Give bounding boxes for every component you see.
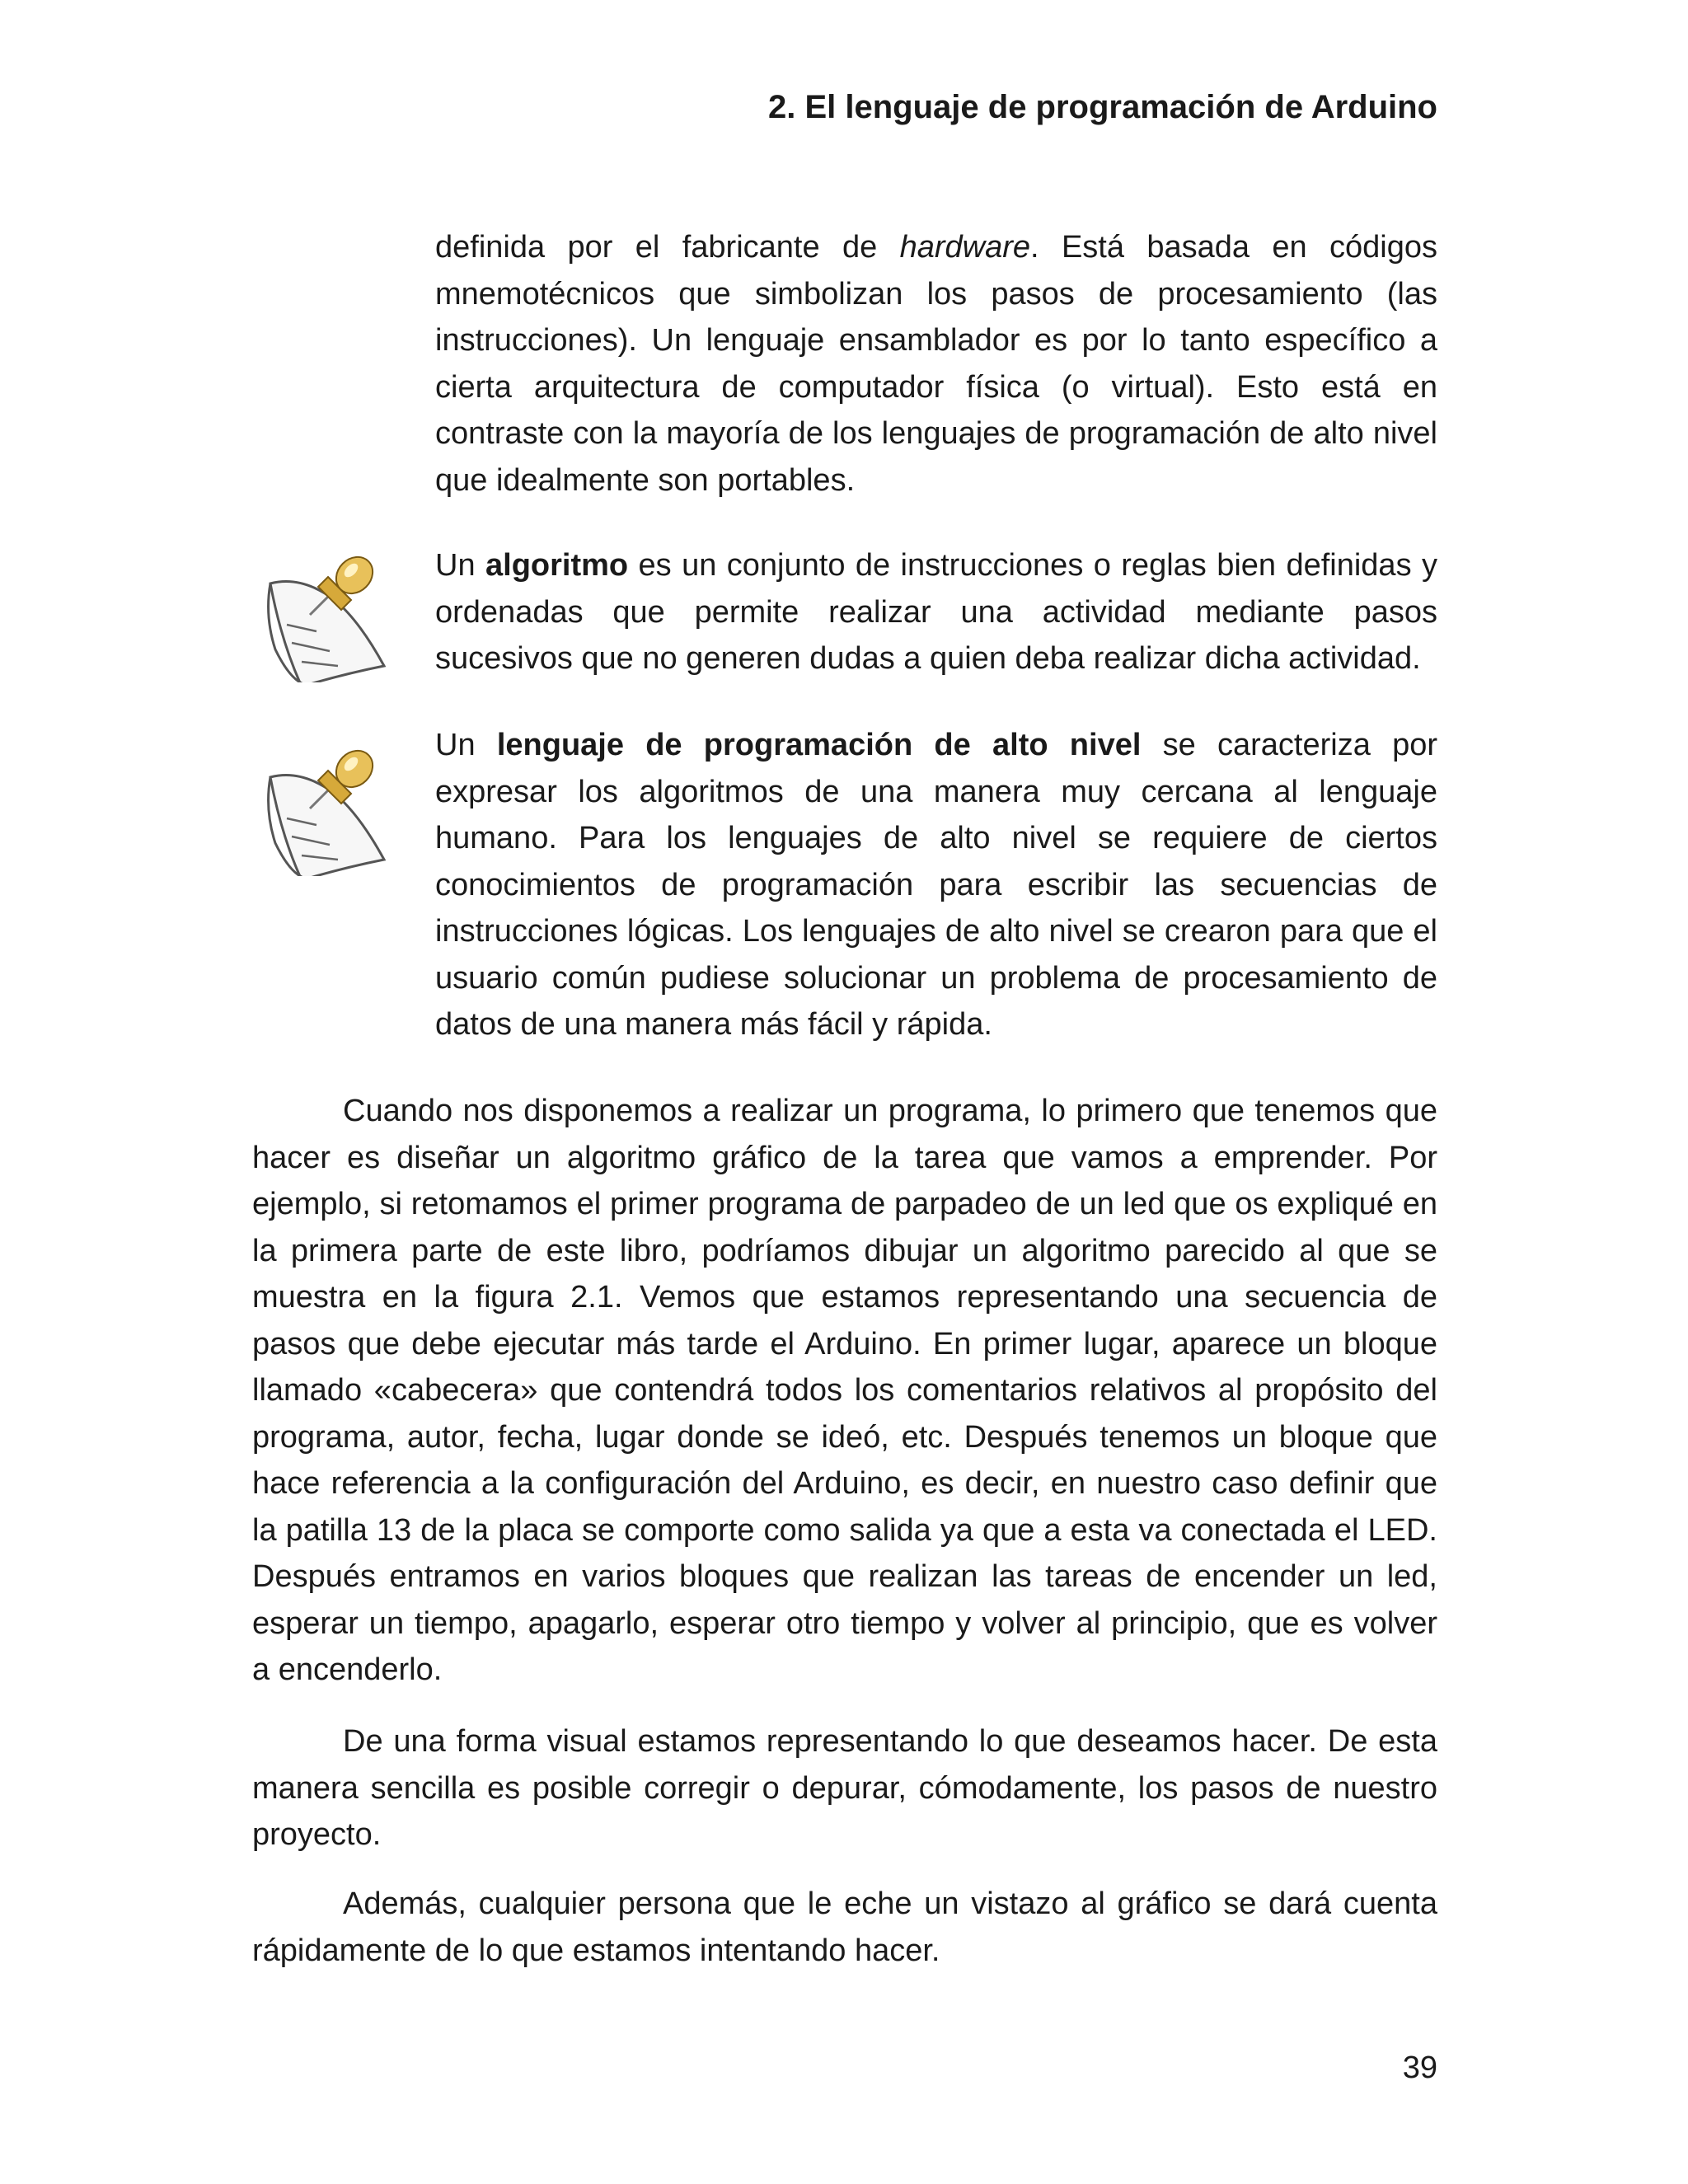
page-header-title: 2. El lenguaje de programación de Arduino [768,89,1437,125]
note-prefix: Un [435,548,485,583]
note-alto-nivel-text [435,722,1437,1048]
note-body: es un conjunto de instrucciones o reglas bien definidas y ordenadas que permite realizar una actividad mediante pasos sucesivos que no generen dudas a quien deba realizar dicha actividad. [435,548,1437,676]
note-algoritmo [435,542,1437,682]
continuation-text-end: . Está basada en códigos mnemotécnicos que simbolizan los pasos de procesamiento (las instrucciones). Un lenguaje ensamblador es por lo tanto específico a cierta arquitectura de computador física (o virtual). Esto está en contraste con la mayoría de los lenguajes de programación de alto nivel que idealmente son portables. [435,230,1437,498]
paragraph-text: Cuando nos disponemos a realizar un programa, lo primero que tenemos que hacer es diseñar un algoritmo gráfico de la tarea que vamos a emprender. Por ejemplo, si retomamos el primer programa de parpadeo de un led que os expliqué en la primera parte de este libro, podríamos dibujar un algoritmo parecido al que se muestra en la figura 2.1. Vemos que estamos representando una secuencia de pasos que debe ejecutar más tarde el Arduino. En primer lugar, aparece un bloque llamado «cabecera» que contendrá todos los comentarios relativos al propósito del programa, autor, fecha, lugar donde se ideó, etc. Después tenemos un bloque que hace referencia a la configuración del Arduino, es decir, en nuestro caso definir que la patilla 13 de la placa se comporte como salida ya que a esta va conectada el LED. Después entramos en varios bloques que realizan las tareas de encender un led, esperar un tiempo, apagarlo, esperar otro tiempo y volver al principio, que es volver a encenderlo. [252,1094,1437,1687]
note-alto-nivel [435,722,1437,1048]
note-body: se caracteriza por expresar los algoritmos de una manera muy cercana al lenguaje humano. Para los lenguajes de alto nivel se requiere de ciertos conocimientos de programación para escribir las secuencias de instrucciones lógicas. Los lenguajes de alto nivel se crearon para que el usuario común pudiese solucionar un problema de procesamiento de datos de una manera más fácil y rápida. [435,728,1437,1042]
body-paragraph-1 [252,1088,1437,1694]
body-paragraph-2 [252,1718,1437,1858]
hardware-italic-term: hardware [899,230,1031,265]
continuation-paragraph [435,224,1437,504]
paragraph-text: Además, cualquier persona que le eche un vistazo al gráfico se dará cuenta rápidamente de lo que estamos intentando hacer. [252,1886,1437,1968]
pushpin-note-icon [252,542,392,682]
note-term-bold: algoritmo [485,548,629,583]
note-prefix: Un [435,728,497,762]
paragraph-text: De una forma visual estamos representando lo que deseamos hacer. De esta manera sencilla es posible corregir o depurar, cómodamente, los pasos de nuestro proyecto. [252,1724,1437,1852]
pushpin-note-icon [252,736,392,876]
note-algoritmo-text [435,542,1437,682]
continuation-text [435,224,1437,504]
page-number: 39 [1402,2050,1437,2085]
body-paragraph-3 [252,1881,1437,1974]
note-term-bold: lenguaje de programación de alto nivel [496,728,1142,762]
continuation-text-start: definida por el fabricante de [435,230,900,265]
